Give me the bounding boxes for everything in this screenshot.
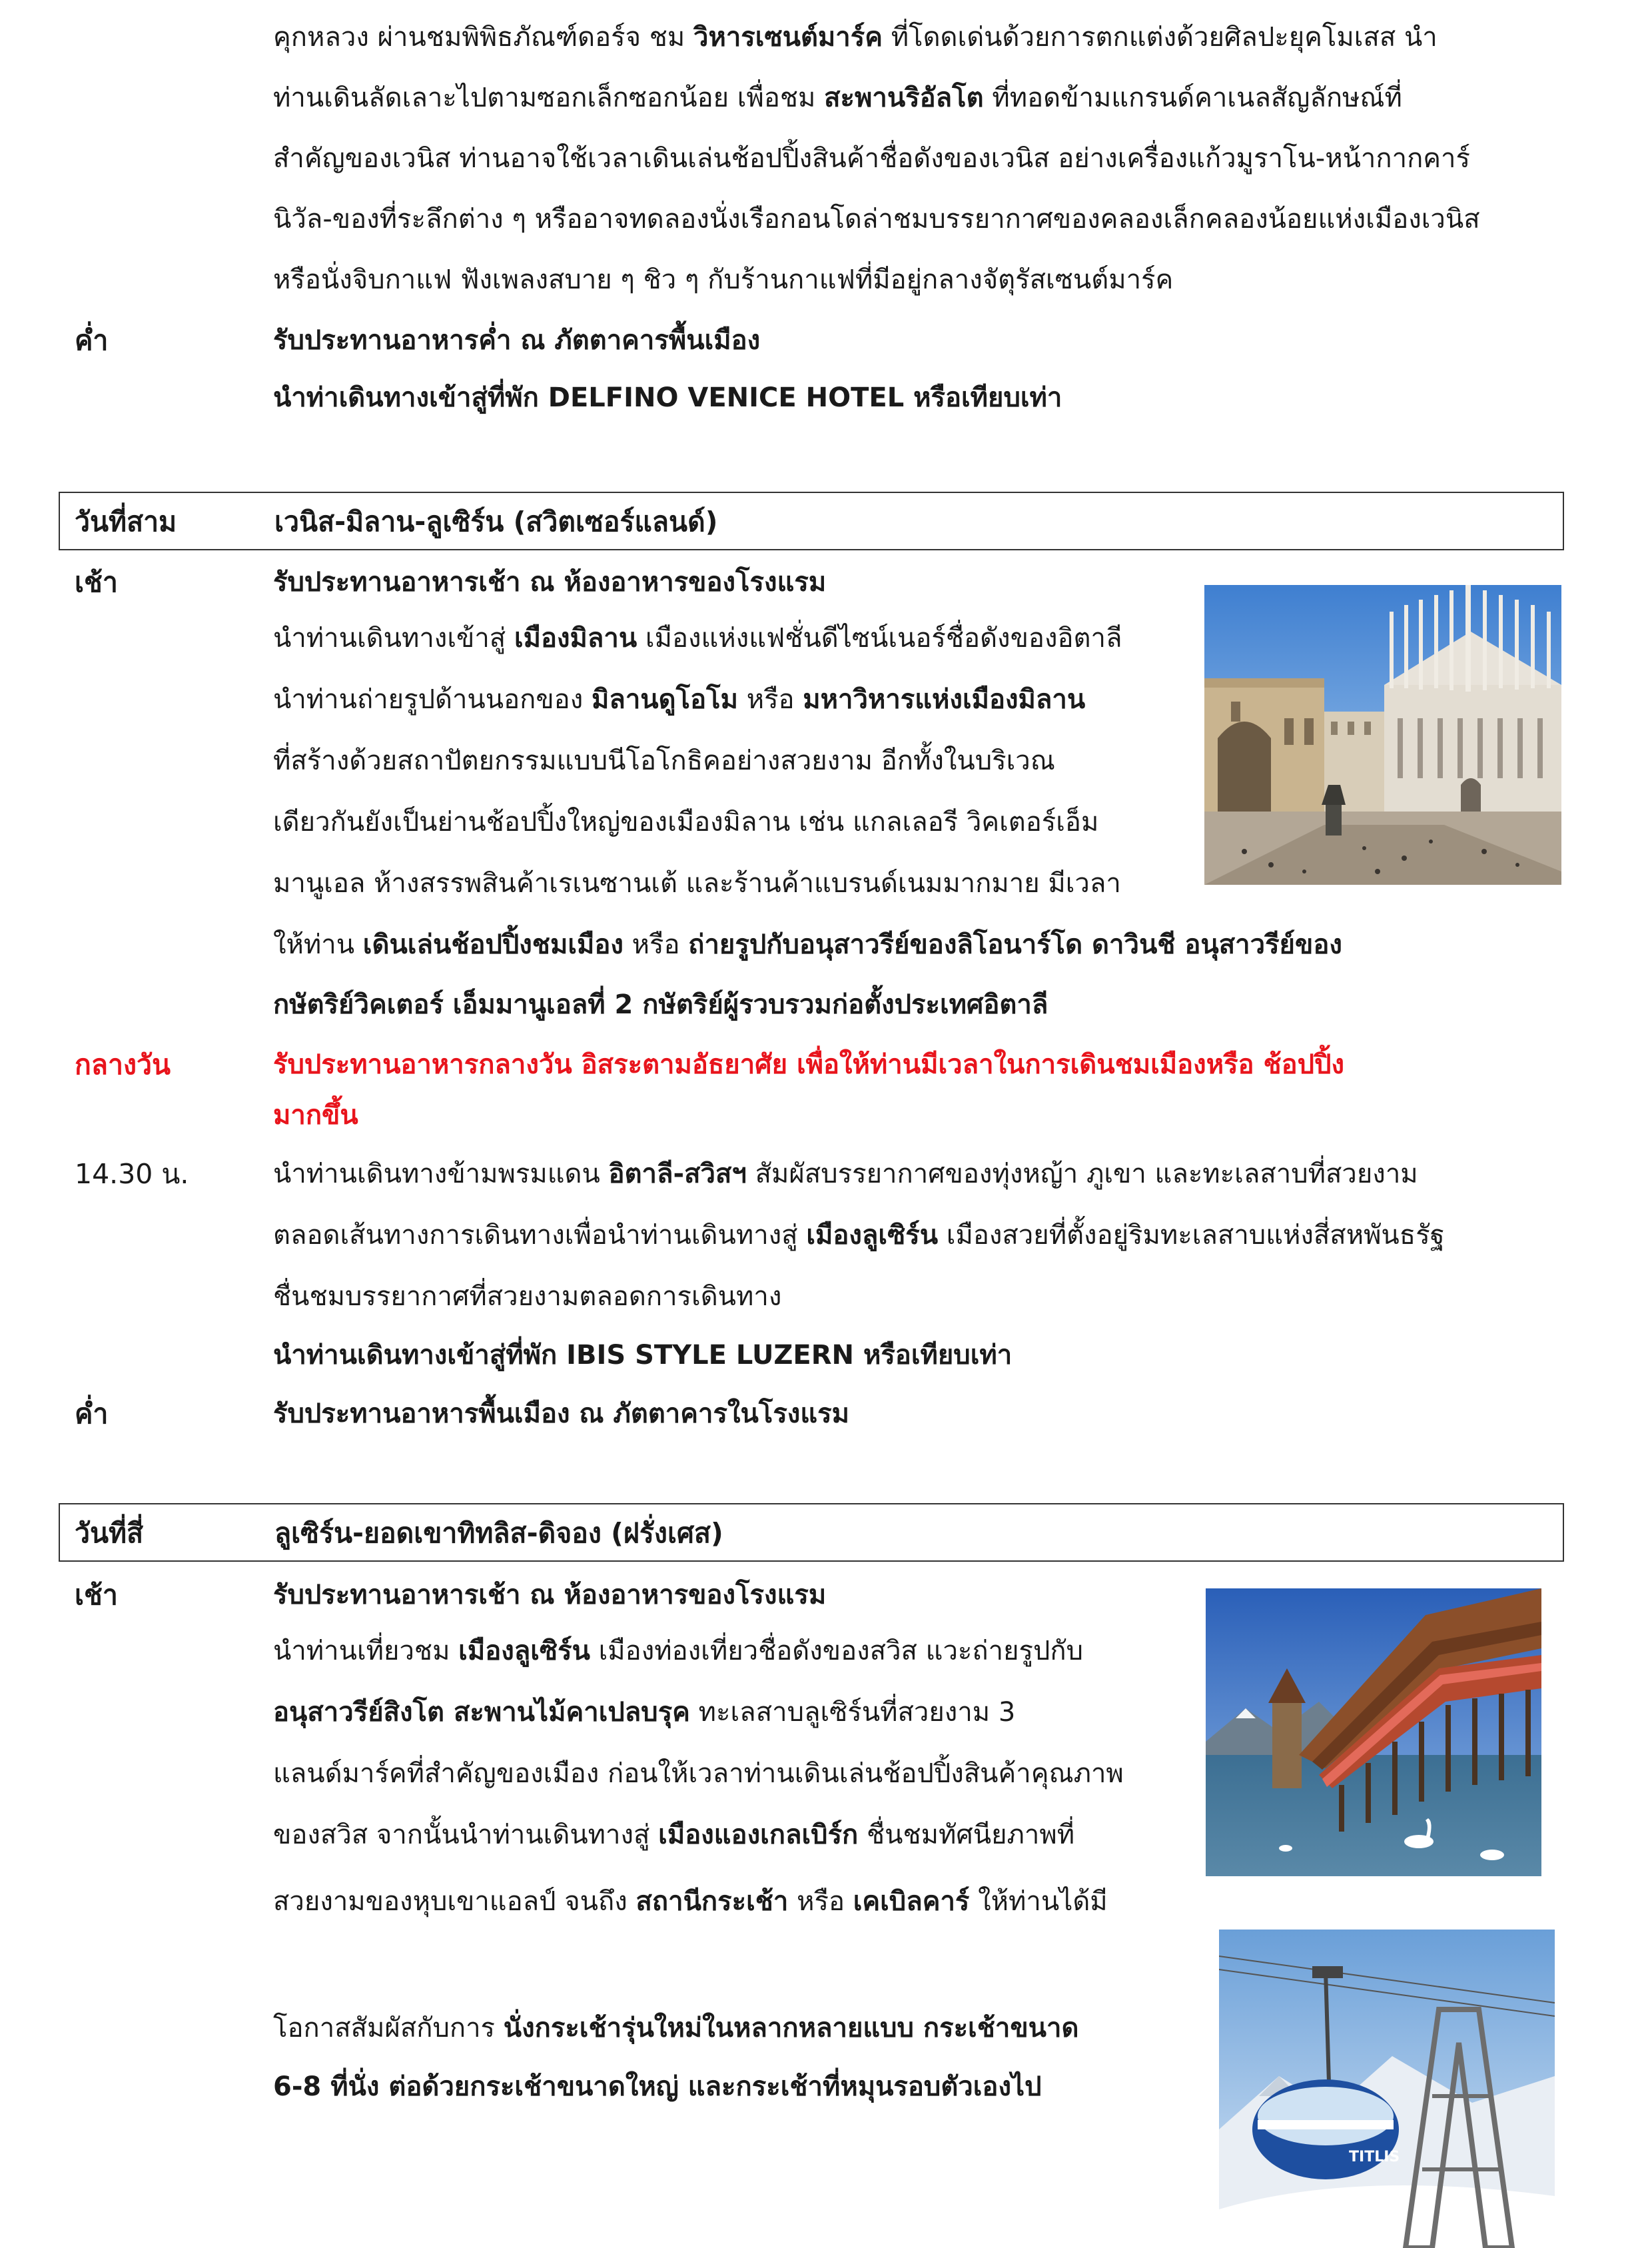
day3-header xyxy=(59,492,1564,550)
milan-duomo-photo xyxy=(1204,585,1561,885)
intro-line-3: สำคัญของเวนิส ท่านอาจใช้เวลาเดินเล่นช้อปปิ้งสินค้าชื่อดังของเวนิส อย่างเครื่องแก้วมูราโน-หน้ากากคาร์ xyxy=(273,143,1470,174)
day3-time-line-1: นำท่านเดินทางข้ามพรมแดน อิตาลี-สวิสฯ สัมผัสบรรยากาศของทุ่งหญ้า ภูเขา และทะเลสาบที่สวยงาม xyxy=(273,1159,1418,1189)
day3-lunch-label: กลางวัน xyxy=(75,1049,171,1081)
day3-time-line-2: ตลอดเส้นทางการเดินทางเพื่อนำท่านเดินทางสู่ เมืองลูเซิร์น เมืองสวยที่ตั้งอยู่ริมทะเลสาบแห่งสี่สหพันธรัฐ xyxy=(273,1220,1445,1251)
day4-title: ลูเซิร์น-ยอดเขาทิทลิส-ดิจอง (ฝรั่งเศส) xyxy=(274,1517,723,1549)
day4-line-7: 6-8 ที่นั่ง ต่อด้วยกระเช้าขนาดใหญ่ และกระเช้าที่หมุนรอบตัวเองไป xyxy=(273,2071,1042,2102)
titlis-cable-car-photo xyxy=(1219,1930,1555,2248)
day3-breakfast: รับประทานอาหารเช้า ณ ห้องอาหารของโรงแรม xyxy=(273,567,827,598)
intro-dinner-label: ค่ำ xyxy=(75,324,109,356)
day3-line-4: เดียวกันยังเป็นย่านช้อปปิ้งใหญ่ของเมืองมิลาน เช่น แกลเลอรี วิคเตอร์เอ็ม xyxy=(273,807,1099,838)
day4-morning-label: เช้า xyxy=(75,1579,118,1611)
day4-line-2: อนุสาวรีย์สิงโต สะพานไม้คาเปลบรุค ทะเลสาบลูเซิร์นที่สวยงาม 3 xyxy=(273,1697,1016,1728)
day3-line-5: มานูเอล ห้างสรรพสินค้าเรเนซานเต้ และร้านค้าแบรนด์เนมมากมาย มีเวลา xyxy=(273,868,1121,899)
day3-line-2: นำท่านถ่ายรูปด้านนอกของ มิลานดูโอโม หรือ มหาวิหารแห่งเมืองมิลาน xyxy=(273,684,1086,715)
day4-line-6: โอกาสสัมผัสกับการ นั่งกระเช้ารุ่นใหม่ในหลากหลายแบบ กระเช้าขนาด xyxy=(273,2013,1079,2043)
day3-dinner: รับประทานอาหารพื้นเมือง ณ ภัตตาคารในโรงแรม xyxy=(273,1399,849,1429)
day3-lunch-line-1: รับประทานอาหารกลางวัน อิสระตามอัธยาศัย เพื่อให้ท่านมีเวลาในการเดินชมเมืองหรือ ช้อปปิ้ง xyxy=(273,1049,1344,1080)
intro-hotel: นำท่าเดินทางเข้าสู่ที่พัก DELFINO VENICE HOTEL หรือเทียบเท่า xyxy=(273,382,1062,413)
intro-line-4: นิวัล-ของที่ระลึกต่าง ๆ หรืออาจทดลองนั่งเรือกอนโดล่าชมบรรยากาศของคลองเล็กคลองน้อยแห่งเมืองเวนิส xyxy=(273,204,1480,235)
day4-line-1: นำท่านเที่ยวชม เมืองลูเซิร์น เมืองท่องเที่ยวชื่อดังของสวิส แวะถ่ายรูปกับ xyxy=(273,1636,1083,1666)
day3-hotel: นำท่านเดินทางเข้าสู่ที่พัก IBIS STYLE LUZERN หรือเทียบเท่า xyxy=(273,1340,1013,1371)
day3-time-line-3: ชื่นชมบรรยากาศที่สวยงามตลอดการเดินทาง xyxy=(273,1281,782,1312)
day3-day: วันที่สาม xyxy=(75,506,177,538)
cable-car-sign: TITLIS xyxy=(1349,2149,1400,2165)
intro-line-2: ท่านเดินลัดเลาะไปตามซอกเล็กซอกน้อย เพื่อชม สะพานริอัลโต ที่ทอดข้ามแกรนด์คาเนลสัญลักษณ์ที่ xyxy=(273,83,1402,113)
day3-line-6: ให้ท่าน เดินเล่นช้อปปิ้งชมเมือง หรือ ถ่ายรูปกับอนุสาวรีย์ของลิโอนาร์โด ดาวินชี อนุสาวรีย์ของ xyxy=(273,929,1342,960)
day3-time-label: 14.30 น. xyxy=(75,1158,189,1190)
day3-lunch-line-2: มากขึ้น xyxy=(273,1100,358,1131)
day3-line-7: กษัตริย์วิคเตอร์ เอ็มมานูเอลที่ 2 กษัตริย์ผู้รวบรวมก่อตั้งประเทศอิตาลี xyxy=(273,989,1048,1020)
day4-day: วันที่สี่ xyxy=(75,1517,144,1549)
lucerne-chapel-bridge-photo xyxy=(1206,1588,1541,1876)
intro-line-5: หรือนั่งจิบกาแฟ ฟังเพลงสบาย ๆ ชิว ๆ กับร้านกาแฟที่มีอยู่กลางจัตุรัสเซนต์มาร์ค xyxy=(273,265,1174,295)
day3-morning-label: เช้า xyxy=(75,566,118,598)
day4-line-5: สวยงามของหุบเขาแอลป์ จนถึง สถานีกระเช้า หรือ เคเบิลคาร์ ให้ท่านได้มี xyxy=(273,1886,1108,1917)
intro-dinner: รับประทานอาหารค่ำ ณ ภัตตาคารพื้นเมือง xyxy=(273,325,761,356)
day4-breakfast: รับประทานอาหารเช้า ณ ห้องอาหารของโรงแรม xyxy=(273,1580,827,1610)
day3-line-1: นำท่านเดินทางเข้าสู่ เมืองมิลาน เมืองแห่งแฟชั่นดีไซน์เนอร์ชื่อดังของอิตาลี xyxy=(273,623,1122,654)
day3-title: เวนิส-มิลาน-ลูเซิร์น (สวิตเซอร์แลนด์) xyxy=(274,506,718,538)
day3-dinner-label: ค่ำ xyxy=(75,1398,109,1430)
day4-line-3: แลนด์มาร์คที่สำคัญของเมือง ก่อนให้เวลาท่านเดินเล่นช้อปปิ้งสินค้าคุณภาพ xyxy=(273,1758,1124,1789)
intro-line-1: คุกหลวง ผ่านชมพิพิธภัณฑ์ดอร์จ ชม วิหารเซนต์มาร์ค ที่โดดเด่นด้วยการตกแต่งด้วยศิลปะยุคโมเสส นำ xyxy=(273,22,1438,53)
day3-line-3: ที่สร้างด้วยสถาปัตยกรรมแบบนีโอโกธิคอย่างสวยงาม อีกทั้งในบริเวณ xyxy=(273,746,1055,776)
day4-line-4: ของสวิส จากนั้นนำท่านเดินทางสู่ เมืองแองเกลเบิร์ก ชื่นชมทัศนียภาพที่ xyxy=(273,1820,1075,1850)
day4-header xyxy=(59,1503,1564,1562)
